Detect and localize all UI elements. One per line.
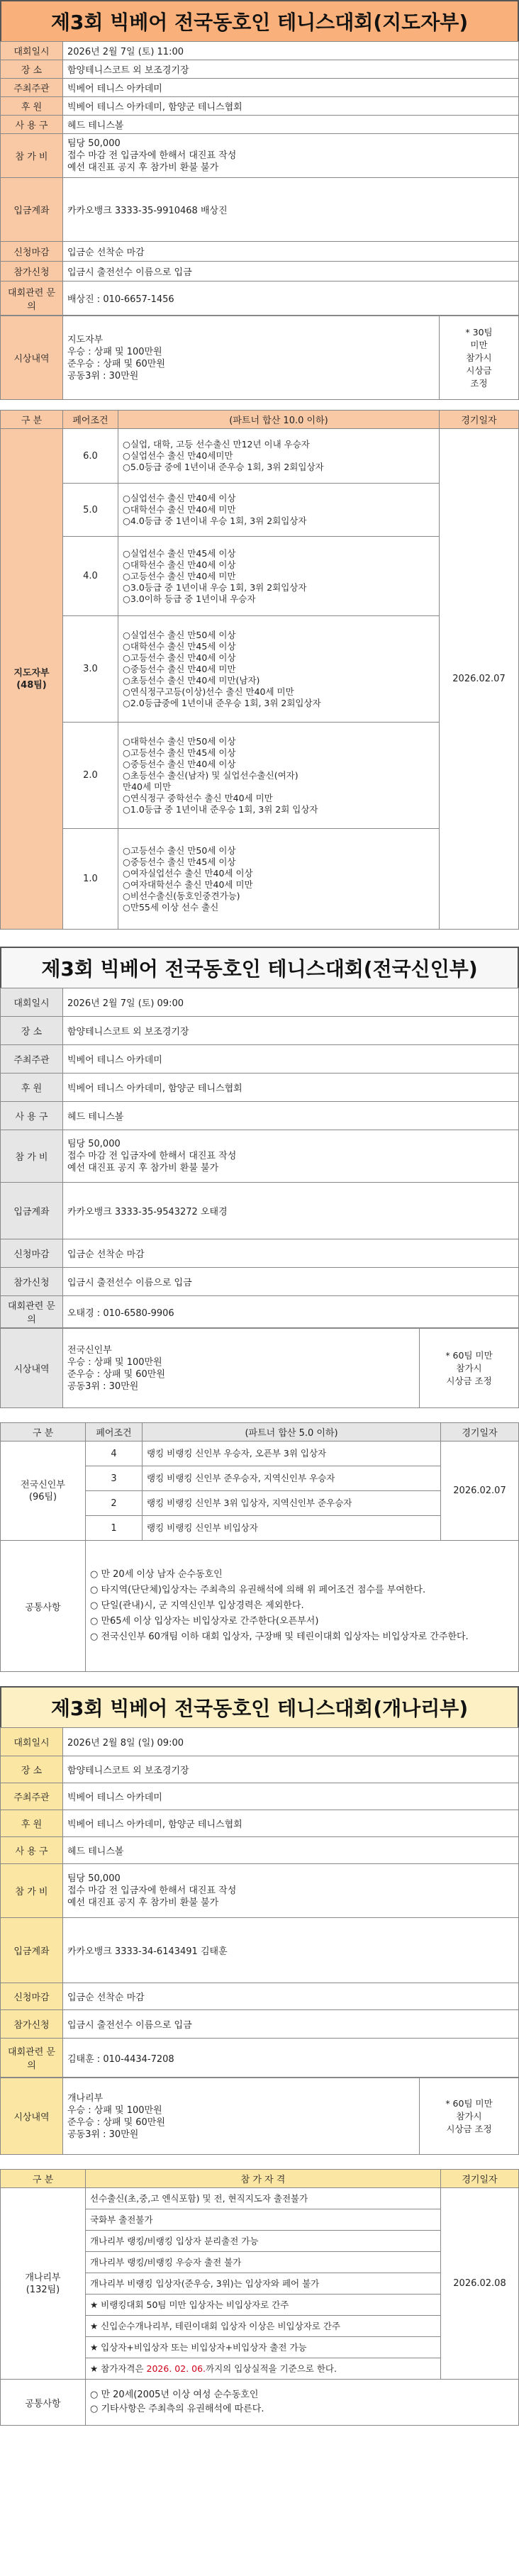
info-label: 입금계좌 xyxy=(1,178,63,242)
info-value: 카카오뱅크 3333-34-6143491 김태훈 xyxy=(63,1918,519,1983)
info-label: 장 소 xyxy=(1,1017,63,1045)
eligibility-item: ★ 신입순수개나리부, 테린이대회 입상자 이상은 비입상자로 간주 xyxy=(86,2316,441,2337)
info-label: 후 원 xyxy=(1,1074,63,1102)
info-label: 주최주관 xyxy=(1,1783,63,1810)
pair-score: 3.0 xyxy=(63,616,118,723)
col-header: 페어조건 xyxy=(86,1423,143,1442)
info-value: 2026년 2월 7일 (토) 11:00 xyxy=(63,42,519,60)
info-label: 대회일시 xyxy=(1,988,63,1017)
prize-label: 시상내역 xyxy=(1,1329,63,1408)
notice-label: 공통사항 xyxy=(1,2380,86,2426)
eligibility-item xyxy=(86,2358,441,2380)
section-rookie xyxy=(0,947,519,1672)
col-header: 페어조건 xyxy=(63,411,118,429)
info-value: 입금순 선착순 마감 xyxy=(63,1983,519,2010)
section-forsythia xyxy=(0,1686,519,2426)
pair-table xyxy=(0,410,519,930)
prize-note: * 60팀 미만 참가시 시상금 조정 xyxy=(420,1329,519,1408)
col-header: 경기일자 xyxy=(441,1423,519,1442)
prize-table xyxy=(0,2078,519,2155)
info-table xyxy=(0,1727,519,2078)
eligibility-item: 개나리부 랭킹/비랭킹 우승자 출전 불가 xyxy=(86,2252,441,2273)
notice-text: ○ 만 20세(2005년 이상 여성 순수동호인 ○ 기타사항은 주최측의 유권해석에 따른다. xyxy=(86,2380,519,2426)
info-value: 빅베어 테니스 아카데미 xyxy=(63,1783,519,1810)
pair-condition: 랭킹 비랭킹 신인부 우승자, 오픈부 3위 입상자 xyxy=(143,1442,441,1466)
info-value: 팀당 50,000 접수 마감 전 입금자에 한해서 대진표 작성 예선 대진표 공지 후 참가비 환불 불가 xyxy=(63,1130,519,1183)
division-cell: 개나리부 (132팀) xyxy=(1,2188,86,2380)
info-label: 신청마감 xyxy=(1,242,63,262)
pair-condition: 랭킹 비랭킹 신인부 준우승자, 지역신인부 우승자 xyxy=(143,1466,441,1491)
pair-score: 4 xyxy=(86,1442,143,1466)
info-label: 사 용 구 xyxy=(1,1837,63,1864)
match-date: 2026.02.08 xyxy=(441,2188,519,2380)
notice-label: 공통사항 xyxy=(1,1541,86,1672)
prize-table xyxy=(0,316,519,400)
info-label: 신청마감 xyxy=(1,1239,63,1268)
info-value: 팀당 50,000 접수 마감 전 입금자에 한해서 대진표 작성 예선 대진표 공지 후 참가비 환불 불가 xyxy=(63,134,519,178)
info-label: 대회관련 문의 xyxy=(1,1296,63,1328)
info-value: 입금시 출전선수 이름으로 입금 xyxy=(63,2010,519,2039)
info-label: 신청마감 xyxy=(1,1983,63,2010)
pair-score: 1 xyxy=(86,1516,143,1541)
info-table xyxy=(0,988,519,1328)
info-label: 장 소 xyxy=(1,60,63,79)
info-value: 함양테니스코트 외 보조경기장 xyxy=(63,1756,519,1783)
division-cell: 지도자부 (48팀) xyxy=(1,429,63,930)
info-value: 김태훈 : 010-4434-7208 xyxy=(63,2039,519,2078)
pair-condition: 랭킹 비랭킹 신인부 비입상자 xyxy=(143,1516,441,1541)
pair-condition: ○실업선수 출신 만40세 이상 ○대학선수 출신 만40세 미만 ○4.0등급 중 1년이내 우승 1회, 3위 2회입상자 xyxy=(118,484,440,537)
info-label: 대회일시 xyxy=(1,42,63,60)
col-header: 경기일자 xyxy=(441,2170,519,2188)
info-label: 후 원 xyxy=(1,1810,63,1837)
info-value: 함양테니스코트 외 보조경기장 xyxy=(63,60,519,79)
pair-condition: ○실업선수 출신 만45세 이상 ○대학선수 출신 만40세 이상 ○고등선수 출신 만40세 미만 ○3.0등급 중 1년이내 우승 1회, 3위 2회입상자 ○3.0이하 등급 중 1년이내 우승자 xyxy=(118,537,440,616)
info-label: 입금계좌 xyxy=(1,1918,63,1983)
info-label: 주최주관 xyxy=(1,79,63,97)
info-label: 사 용 구 xyxy=(1,1102,63,1130)
info-value: 배상진 : 010-6657-1456 xyxy=(63,281,519,316)
notice-text: ○ 만 20세 이상 남자 순수동호인 ○ 타지역(단단체)입상자는 주최측의 유권해석에 의해 위 페어조건 점수를 부여한다. ○ 단일(관내)시, 군 지역신인부 입상경력은 제외한다. ○ 만65세 이상 입상자는 비입상자로 간주한다(오픈부서) ○ 전국신인부 60개팀 이하 대회 입상자, 구장배 및 테린이대회 입상자는 비입상자로 간주한다. xyxy=(86,1541,519,1672)
info-label: 참 가 비 xyxy=(1,134,63,178)
info-label: 후 원 xyxy=(1,97,63,116)
eligibility-item: 선수출신(초,중,고 엔식포함) 및 전, 현직지도자 출전불가 xyxy=(86,2188,441,2209)
col-header: 구 분 xyxy=(1,411,63,429)
info-value: 빅베어 테니스 아카데미, 함양군 테니스협회 xyxy=(63,97,519,116)
prize-value: 전국신인부 우승 : 상패 및 100만원 준우승 : 상패 및 60만원 공동3위 : 30만원 xyxy=(63,1329,420,1408)
info-value: 헤드 테니스볼 xyxy=(63,1837,519,1864)
prize-table xyxy=(0,1328,519,1408)
col-header: 구 분 xyxy=(1,1423,86,1442)
info-value: 카카오뱅크 3333-35-9543272 오태경 xyxy=(63,1183,519,1239)
pair-condition: ○실업선수 출신 만50세 이상 ○대학선수 출신 만45세 이상 ○고등선수 출신 만40세 이상 ○중등선수 출신 만40세 미만 ○초등선수 출신 만40세 미만(남자) ○연식정구고등(이상)선수 출신 만40세 미만 ○2.0등급중에 1년이내 준우승 1회, 3위 2회입상자 xyxy=(118,616,440,723)
pair-score: 2.0 xyxy=(63,723,118,829)
info-value: 함양테니스코트 외 보조경기장 xyxy=(63,1017,519,1045)
info-value: 헤드 테니스볼 xyxy=(63,116,519,134)
prize-value: 지도자부 우승 : 상패 및 100만원 준우승 : 상패 및 60만원 공동3위 : 30만원 xyxy=(63,316,440,400)
prize-note: * 60팀 미만 참가시 시상금 조정 xyxy=(420,2078,519,2155)
info-value: 빅베어 테니스 아카데미, 함양군 테니스협회 xyxy=(63,1810,519,1837)
section-instructor xyxy=(0,0,519,930)
info-label: 참 가 비 xyxy=(1,1864,63,1918)
col-header: (파트너 합산 5.0 이하) xyxy=(143,1423,441,1442)
info-label: 장 소 xyxy=(1,1756,63,1783)
prize-note: * 30팀 미만 참가시 시상금 조정 xyxy=(440,316,519,400)
info-label: 참 가 비 xyxy=(1,1130,63,1183)
eligibility-item: ★ 비랭킹대회 50팀 미만 입상자는 비입상자로 간주 xyxy=(86,2295,441,2316)
info-value: 입금순 선착순 마감 xyxy=(63,242,519,262)
section-title: 제3회 빅베어 전국동호인 테니스대회(전국신인부) xyxy=(0,947,519,988)
info-label: 참가신청 xyxy=(1,262,63,281)
info-label: 참가신청 xyxy=(1,1268,63,1296)
info-label: 주최주관 xyxy=(1,1045,63,1074)
info-value: 2026년 2월 8일 (일) 09:00 xyxy=(63,1728,519,1756)
info-value: 팀당 50,000 접수 마감 전 입금자에 한해서 대진표 작성 예선 대진표 공지 후 참가비 환불 불가 xyxy=(63,1864,519,1918)
pair-score: 2 xyxy=(86,1491,143,1516)
info-value: 빅베어 테니스 아카데미 xyxy=(63,1045,519,1074)
division-cell: 전국신인부 (96팀) xyxy=(1,1442,86,1541)
pair-score: 4.0 xyxy=(63,537,118,616)
info-label: 사 용 구 xyxy=(1,116,63,134)
eligibility-text: 까지의 입상실적을 기준으로 한다. xyxy=(206,2363,337,2374)
info-value: 입금시 출전선수 이름으로 입금 xyxy=(63,262,519,281)
eligibility-item: 개나리부 비랭킹 입상자(준우승, 3위)는 입상자와 페어 불가 xyxy=(86,2273,441,2295)
prize-value: 개나리부 우승 : 상패 및 100만원 준우승 : 상패 및 60만원 공동3위 : 30만원 xyxy=(63,2078,420,2155)
col-header: (파트너 합산 10.0 이하) xyxy=(118,411,440,429)
match-date: 2026.02.07 xyxy=(441,1442,519,1541)
pair-score: 1.0 xyxy=(63,829,118,930)
col-header: 구 분 xyxy=(1,2170,86,2188)
info-value: 입금순 선착순 마감 xyxy=(63,1239,519,1268)
prize-label: 시상내역 xyxy=(1,316,63,400)
info-value: 빅베어 테니스 아카데미, 함양군 테니스협회 xyxy=(63,1074,519,1102)
match-date: 2026.02.07 xyxy=(440,429,519,930)
info-label: 대회관련 문의 xyxy=(1,2039,63,2078)
info-value: 헤드 테니스볼 xyxy=(63,1102,519,1130)
info-table xyxy=(0,41,519,316)
eligibility-item: ★ 입상자+비입상자 또는 비입상자+비입상자 출전 가능 xyxy=(86,2337,441,2358)
info-value: 빅베어 테니스 아카데미 xyxy=(63,79,519,97)
info-value: 카카오뱅크 3333-35-9910468 배상진 xyxy=(63,178,519,242)
section-title: 제3회 빅베어 전국동호인 테니스대회(개나리부) xyxy=(0,1686,519,1727)
info-value: 2026년 2월 7일 (토) 09:00 xyxy=(63,988,519,1017)
col-header: 경기일자 xyxy=(440,411,519,429)
pair-condition: ○실업, 대학, 고등 선수출신 만12년 이내 우승자 ○실업선수 출신 만40세미만 ○5.0등급 중에 1년이내 준우승 1회, 3위 2회입상자 xyxy=(118,429,440,484)
eligibility-table xyxy=(0,2169,519,2426)
col-header: 참 가 자 격 xyxy=(86,2170,441,2188)
pair-condition: ○고등선수 출신 만50세 이상 ○중등선수 출신 만45세 이상 ○여자실업선수 출신 만40세 이상 ○여자대학선수 출신 만40세 미만 ○비선수출신(동호인중견가능) ○만55세 이상 선수 출신 xyxy=(118,829,440,930)
pair-condition: ○대학선수 출신 만50세 이상 ○고등선수 출신 만45세 이상 ○중등선수 출신 만40세 이상 ○초등선수 출신(남자) 및 실업선수출신(여자) 만40세 미만 ○연식정구 중학선수 출신 만40세 미만 ○1.0등급 중 1년이내 준우승 1회, 3위 2회 입상자 xyxy=(118,723,440,829)
info-label: 대회일시 xyxy=(1,1728,63,1756)
pair-score: 3 xyxy=(86,1466,143,1491)
pair-score: 6.0 xyxy=(63,429,118,484)
info-label: 입금계좌 xyxy=(1,1183,63,1239)
section-title: 제3회 빅베어 전국동호인 테니스대회(지도자부) xyxy=(0,0,519,41)
cutoff-date: 2026. 02. 06. xyxy=(146,2363,206,2374)
pair-table xyxy=(0,1422,519,1672)
pair-condition: 랭킹 비랭킹 신인부 3위 입상자, 지역신인부 준우승자 xyxy=(143,1491,441,1516)
info-value: 입금시 출전선수 이름으로 입금 xyxy=(63,1268,519,1296)
eligibility-text: ★ 참가자격은 xyxy=(90,2363,147,2374)
info-label: 참가신청 xyxy=(1,2010,63,2039)
prize-label: 시상내역 xyxy=(1,2078,63,2155)
pair-score: 5.0 xyxy=(63,484,118,537)
info-value: 오태경 : 010-6580-9906 xyxy=(63,1296,519,1328)
eligibility-item: 국화부 출전불가 xyxy=(86,2209,441,2231)
eligibility-item: 개나리부 랭킹/비랭킹 입상자 분리출전 가능 xyxy=(86,2231,441,2252)
info-label: 대회관련 문의 xyxy=(1,281,63,316)
